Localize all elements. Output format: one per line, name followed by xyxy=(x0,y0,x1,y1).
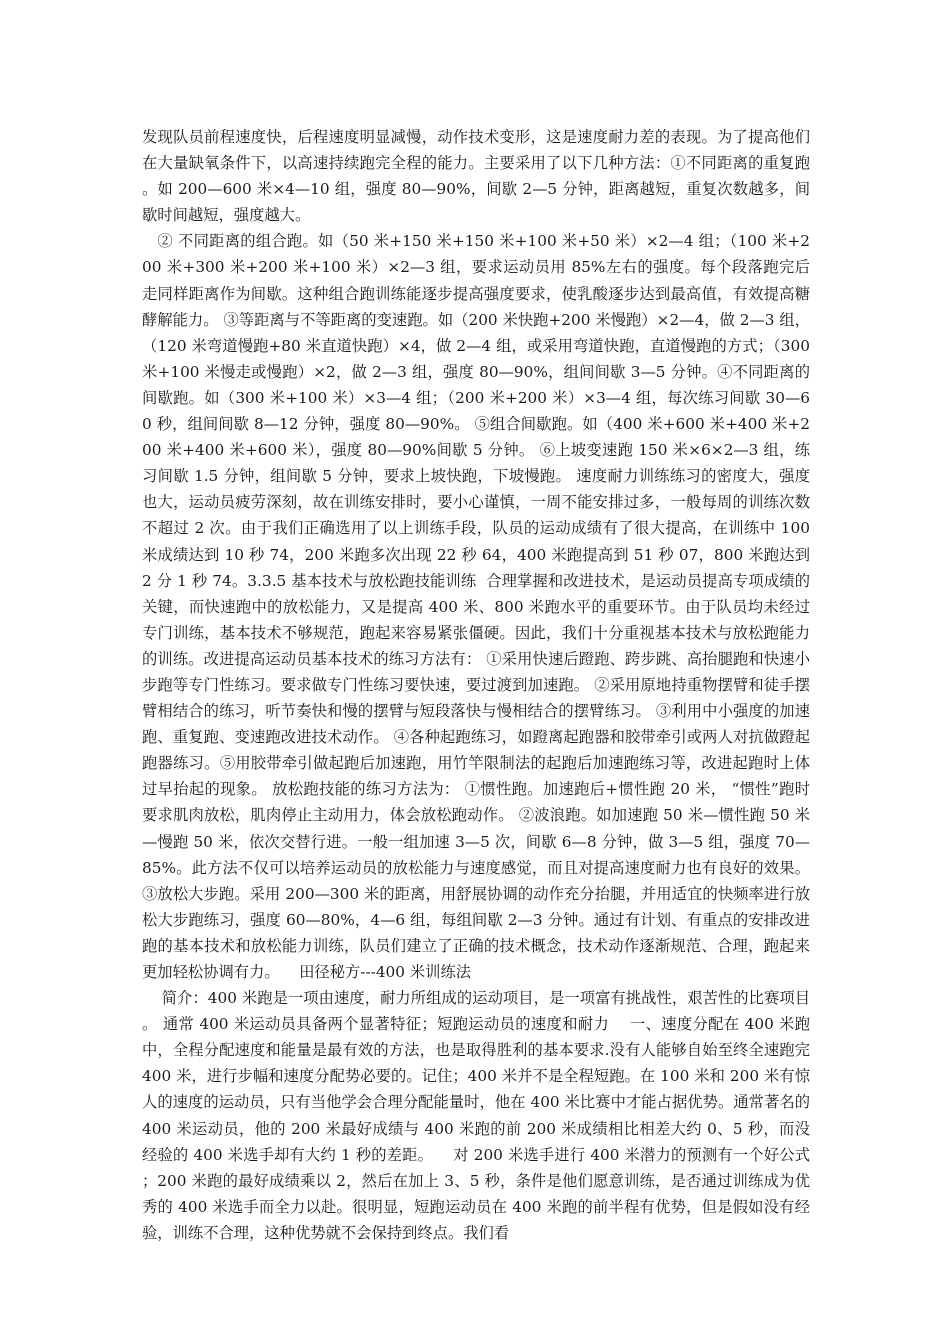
paragraph-400m-introduction: 简介：400 米跑是一项由速度，耐力所组成的运动项目，是一项富有挑战性，艰苦性的比赛项目。 通常 400 米运动员具备两个显著特征；短跑运动员的速度和耐力 一、速度分配在 400 米跑中，全程分配速度和能量是最有效的方法，也是取得胜利的基本要求.没有人能够自始至终全速跑完 400 米，进行步幅和速度分配势必要的。记住；400 米并不是全程短跑。在 100 米和 200 米有惊人的速度的运动员，只有当他学会合理分配能量时，他在 400 米比赛中才能占据优势。通常著名的 400 米运动员，他的 200 米最好成绩与 400 米跑的前 200 米成绩相比相差大约 0、5 秒，而没经验的 400 米选手却有大约 1 秒的差距。 对 200 米选手进行 400 米潜力的预测有一个好公式；200 米跑的最好成绩乘以 2，然后在加上 3、5 秒，条件是他们愿意训练，是否通过训练成为优秀的 400 米选手而全力以赴。很明显，短跑运动员在 400 米跑的前半程有优势，但是假如没有经验，训练不合理，这种优势就不会保持到终点。我们看 xyxy=(142,989,815,1242)
paragraph-training-details: ② 不同距离的组合跑。如（50 米+150 米+150 米+100 米+50 米）×2—4 组；（100 米+200 米+300 米+200 米+100 米）×2—3 组，要求运动员用 85%左右的强度。每个段落跑完后走同样距离作为间歇。这种组合跑训练能逐步提高强度要求，使乳酸逐步达到最高值，有效提高糖酵解能力。 ③等距离与不等距离的变速跑。如（200 米快跑+200 米慢跑）×2—4，做 2—3 组，（120 米弯道慢跑+80 米直道快跑）×4，做 2—4 组，或采用弯道快跑，直道慢跑的方式；（300 米+100 米慢走或慢跑）×2，做 2—3 组，强度 80—90%，组间间歇 3—5 分钟。④不同距离的间歇跑。如（300 米+100 米）×3—4 组；（200 米+200 米）×3—4 组，每次练习间歇 30—60 秒，组间间歇 8—12 分钟，强度 80—90%。 ⑤组合间歇跑。如（400 米+600 米+400 米+200 米+400 米+600 米），强度 80—90%间歇 5 分钟。 ⑥上坡变速跑 150 米×6×2—3 组，练习间歇 1.5 分钟，组间歇 5 分钟，要求上坡快跑，下坡慢跑。 速度耐力训练练习的密度大，强度也大，运动员疲劳深刻，故在训练安排时，要小心谨慎，一周不能安排过多，一般每周的训练次数不超过 2 次。由于我们正确选用了以上训练手段，队员的运动成绩有了很大提高，在训练中 100 米成绩达到 10 秒 74，200 米跑多次出现 22 秒 64，400 米跑提高到 51 秒 07，800 米跑达到 2 分 1 秒 74。3.3.5 基本技术与放松跑技能训练 合理掌握和改进技术，是运动员提高专项成绩的关键，而快速跑中的放松能力，又是提高 400 米、800 米跑水平的重要环节。由于队员均未经过专门训练，基本技术不够规范，跑起来容易紧张僵硬。因此，我们十分重视基本技术与放松跑能力的训练。改进提高运动员基本技术的练习方法有： ①采用快速后蹬跑、跨步跳、高抬腿跑和快速小步跑等专门性练习。要求做专门性练习要快速，要过渡到加速跑。 ②采用原地持重物摆臂和徒手摆臂相结合的练习，听节奏快和慢的摆臂与短段落快与慢相结合的摆臂练习。 ③利用中小强度的加速跑、重复跑、变速跑改进技术动作。 ④各种起跑练习，如蹬离起跑器和胶带牵引或两人对抗做蹬起跑器练习。⑤用胶带牵引做起跑后加速跑，用竹竿限制法的起跑后加速跑练习等，改进起跑时上体过早抬起的现象。 放松跑技能的练习方法为： ①惯性跑。加速跑后+惯性跑 20 米， “惯性”跑时要求肌肉放松，肌肉停止主动用力，体会放松跑动作。 ②波浪跑。如加速跑 50 米—惯性跑 50 米—慢跑 50 米，依次交替行进。一般一组加速 3—5 次，间歇 6—8 分钟，做 3—5 组，强度 70—85%。此方法不仅可以培养运动员的放松能力与速度感觉，而且对提高速度耐力也有良好的效果。 ③放松大步跑。采用 200—300 米的距离，用舒展协调的动作充分抬腿，并用适宜的快频率进行放松大步跑练习，强度 60—80%，4—6 组，每组间歇 2—3 分钟。通过有计划、有重点的安排改进跑的基本技术和放松能力训练，队员们建立了正确的技术概念，技术动作逐渐规范、合理，跑起来更加轻松协调有力。 田径秘方---400 米训练法 xyxy=(142,232,815,981)
document-body xyxy=(142,124,815,1246)
paragraph-speed-endurance-methods: 发现队员前程速度快，后程速度明显减慢，动作技术变形，这是速度耐力差的表现。为了提高他们在大量缺氧条件下，以高速持续跑完全程的能力。主要采用了以下几种方法：①不同距离的重复跑。如 200—600 米×4—10 组，强度 80—90%，间歇 2—5 分钟，距离越短，重复次数越多，间歇时间越短，强度越大。 xyxy=(142,128,810,225)
